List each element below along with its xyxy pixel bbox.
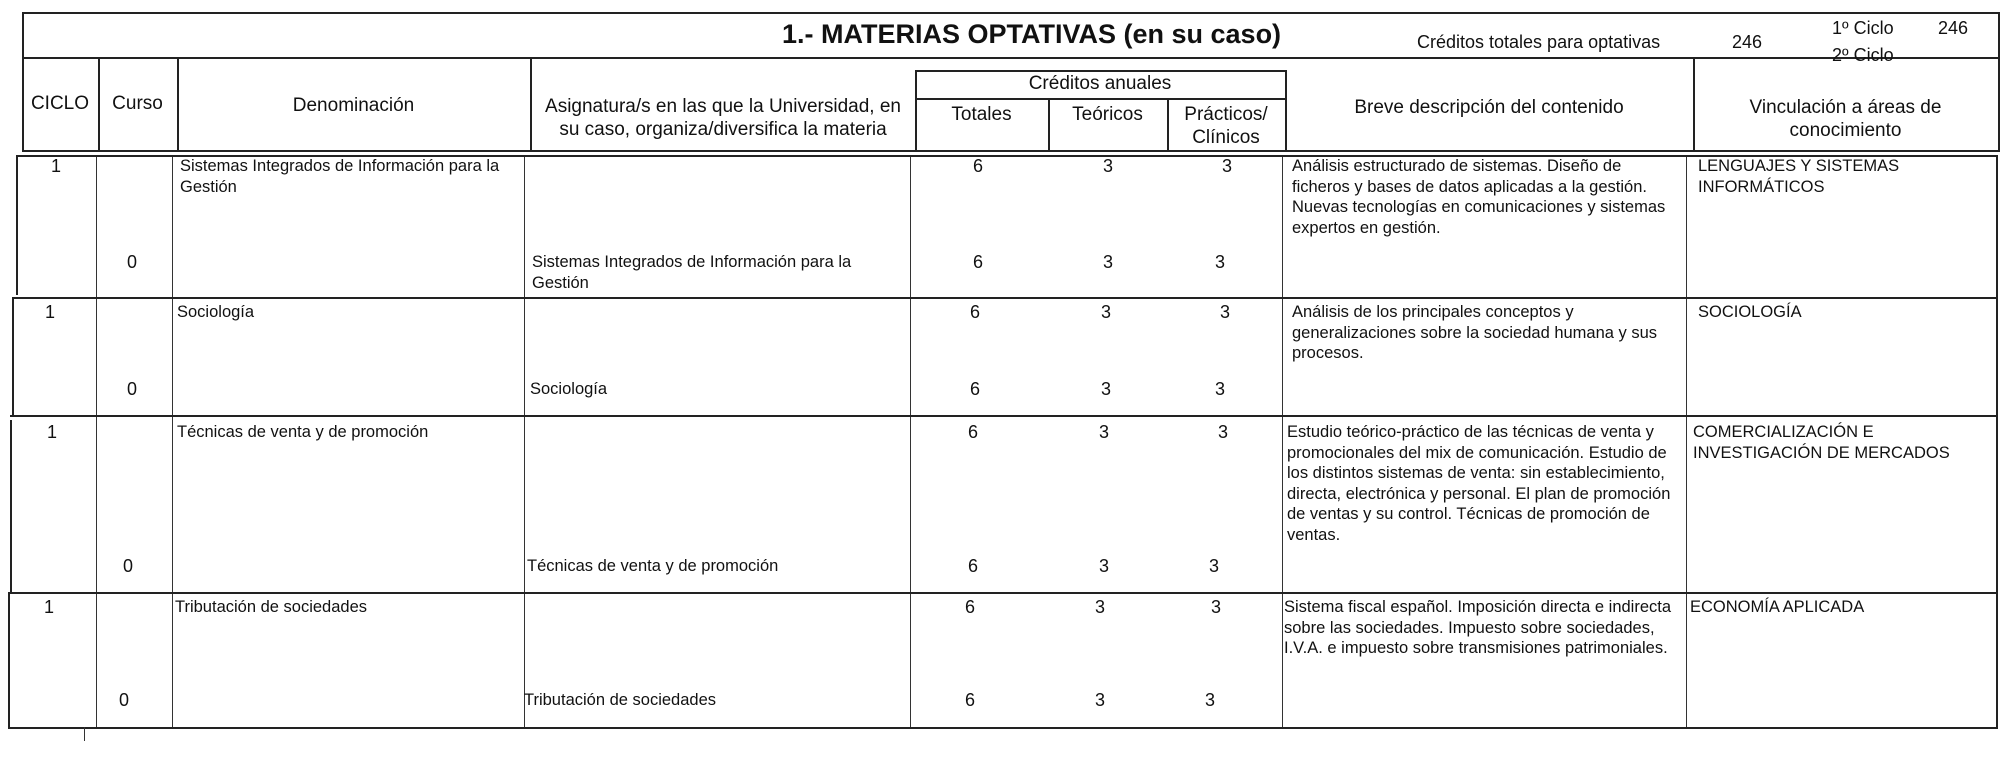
row-descripcion: Análisis de los principales conceptos y generalizaciones sobre la sociedad humana y sus procesos. <box>1292 303 1658 362</box>
row-totales: 6 <box>967 422 978 442</box>
row-totales: 6 <box>972 156 983 176</box>
row-asignatura: Sociología <box>530 380 608 398</box>
creditos-label: Créditos totales para optativas <box>1417 32 1661 52</box>
row-rule <box>12 297 1998 299</box>
creditos-total: 246 <box>1732 32 1763 52</box>
row-sub-practicos: 3 <box>1214 252 1225 272</box>
row-sub-totales: 6 <box>964 690 975 710</box>
row-teoricos: 3 <box>1100 302 1111 322</box>
row-sub-practicos: 3 <box>1208 556 1219 576</box>
page-title: 1.- MATERIAS OPTATIVAS (en su caso) <box>782 19 1282 49</box>
row-curso: 0 <box>126 379 137 399</box>
body-left-rule <box>12 298 14 416</box>
row-vinculacion: SOCIOLOGÍA <box>1698 303 1802 321</box>
row-teoricos: 3 <box>1094 597 1105 617</box>
col-vinculacion: Vinculación a áreas de conocimiento <box>1749 97 1942 141</box>
body-left-rule <box>16 155 18 295</box>
col-curso: Curso <box>112 93 163 114</box>
body-right-rule <box>1996 155 1998 727</box>
body-left-rule <box>10 420 12 593</box>
row-rule <box>8 592 1998 594</box>
row-curso: 0 <box>122 556 133 576</box>
row-denominacion: Técnicas de venta y de promoción <box>177 423 429 441</box>
row-totales: 6 <box>969 302 980 322</box>
row-teoricos: 3 <box>1098 422 1109 442</box>
row-sub-teoricos: 3 <box>1094 690 1105 710</box>
row-denominacion: Tributación de sociedades <box>175 598 368 616</box>
row-asignatura: Tributación de sociedades <box>524 691 717 709</box>
col-teoricos: Teóricos <box>1072 104 1143 125</box>
row-vinculacion: LENGUAJES Y SISTEMAS INFORMÁTICOS <box>1698 157 1900 196</box>
col-practicos: Prácticos/ Clínicos <box>1184 104 1268 148</box>
row-asignatura: Sistemas Integrados de Información para la Gestión <box>532 253 852 292</box>
row-ciclo: 1 <box>46 422 57 442</box>
row-descripcion: Análisis estructurado de sistemas. Diseño de ficheros y bases de datos aplicadas a la gestión. Nuevas tecnologías en comunicaciones y sistemas expertos en gestión. <box>1292 157 1666 237</box>
row-sub-teoricos: 3 <box>1102 252 1113 272</box>
ciclo1-label: 1º Ciclo <box>1832 18 1894 38</box>
row-practicos: 3 <box>1221 156 1232 176</box>
col-rule <box>530 57 532 152</box>
col-rule <box>96 155 97 727</box>
row-sub-practicos: 3 <box>1214 379 1225 399</box>
row-vinculacion: ECONOMÍA APLICADA <box>1690 598 1865 616</box>
row-asignatura: Técnicas de venta y de promoción <box>527 557 779 575</box>
header-top-rule <box>22 12 2000 14</box>
col-rule <box>524 155 525 727</box>
row-practicos: 3 <box>1219 302 1230 322</box>
row-ciclo: 1 <box>50 156 61 176</box>
row-teoricos: 3 <box>1102 156 1113 176</box>
row-curso: 0 <box>118 690 129 710</box>
row-sub-practicos: 3 <box>1204 690 1215 710</box>
col-creditos-anuales: Créditos anuales <box>1028 73 1172 94</box>
col-rule <box>172 155 173 727</box>
row-descripcion: Sistema fiscal español. Imposición directa e indirecta sobre las sociedades. Impuesto sobre sociedades, I.V.A. e impuesto sobre transmisiones patrimoniales. <box>1284 598 1672 657</box>
col-denominacion: Denominación <box>292 95 415 116</box>
row-practicos: 3 <box>1210 597 1221 617</box>
row-sub-teoricos: 3 <box>1100 379 1111 399</box>
row-practicos: 3 <box>1217 422 1228 442</box>
tick-mark <box>84 727 85 741</box>
row-denominacion: Sistemas Integrados de Información para la Gestión <box>180 157 500 196</box>
row-sub-teoricos: 3 <box>1098 556 1109 576</box>
row-sub-totales: 6 <box>969 379 980 399</box>
row-ciclo: 1 <box>44 302 55 322</box>
title-bottom-rule <box>22 57 2000 59</box>
row-vinculacion: COMERCIALIZACIÓN E INVESTIGACIÓN DE MERCADOS <box>1693 423 1950 462</box>
header-left-rule <box>22 12 24 152</box>
col-asignatura: Asignatura/s en las que la Universidad, en su caso, organiza/diversifica la materia <box>545 96 901 140</box>
header-bottom-rule <box>22 150 2000 152</box>
row-denominacion: Sociología <box>177 303 255 321</box>
col-rule <box>910 155 911 727</box>
row-sub-totales: 6 <box>972 252 983 272</box>
ciclo1-value: 246 <box>1938 18 1969 38</box>
header-right-rule <box>1998 12 2000 152</box>
row-curso: 0 <box>126 252 137 272</box>
row-descripcion: Estudio teórico-práctico de las técnicas de venta y promocionales del mix de comunicación. Estudio de los distintos sistemas de venta: sin establecimiento, directa, electrónica y personal. El plan de promoción de ventas y su control. Técnicas de promoción de ventas. <box>1287 423 1671 544</box>
row-sub-totales: 6 <box>967 556 978 576</box>
row-ciclo: 1 <box>43 597 54 617</box>
col-rule <box>1282 155 1283 727</box>
creditos-sub-rule <box>915 98 1285 100</box>
col-ciclo: CICLO <box>30 93 90 114</box>
row-rule <box>10 415 1998 417</box>
body-left-rule <box>8 594 10 728</box>
col-totales: Totales <box>951 104 1012 125</box>
col-descripcion: Breve descripción del contenido <box>1354 97 1624 118</box>
col-rule <box>1686 155 1687 727</box>
row-rule <box>8 727 1998 729</box>
row-totales: 6 <box>964 597 975 617</box>
ciclo2-label: 2º Ciclo <box>1832 45 1894 65</box>
